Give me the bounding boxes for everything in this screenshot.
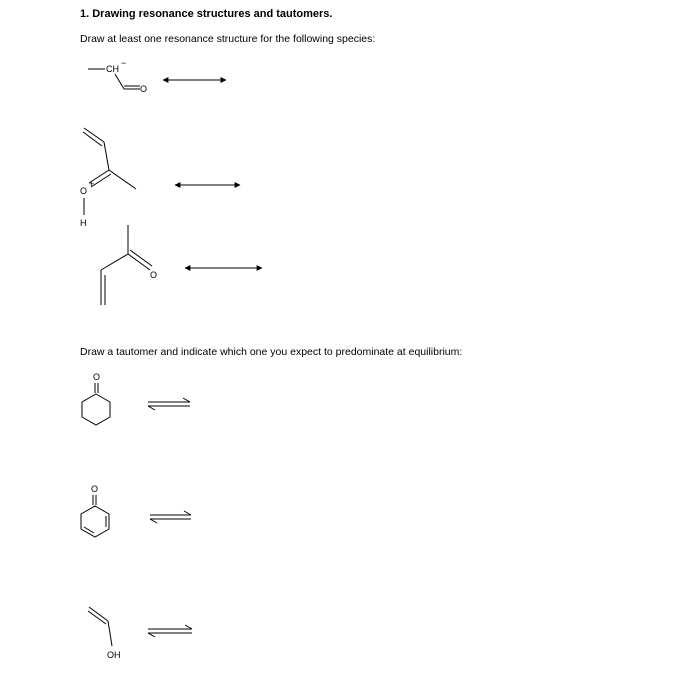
enone-oxygen-label: O bbox=[150, 270, 158, 280]
resonance-structure-1 bbox=[88, 58, 147, 94]
section-heading: 1. Drawing resonance structures and tautomers. bbox=[80, 8, 333, 20]
resonance-structure-2 bbox=[80, 128, 136, 228]
tautomer-structure-1 bbox=[82, 372, 110, 425]
resonance-instruction: Draw at least one resonance structure for the following species: bbox=[80, 33, 376, 45]
hydrogen-label: H bbox=[80, 218, 87, 228]
tautomer-instruction: Draw a tautomer and indicate which one you expect to predominate at equilibrium: bbox=[80, 346, 463, 358]
tautomer-structure-2 bbox=[81, 484, 109, 537]
equilibrium-arrow-3 bbox=[148, 625, 192, 637]
resonance-structure-3 bbox=[101, 225, 157, 305]
tautomer-structure-3 bbox=[88, 607, 121, 660]
dienone-oxygen-label: O bbox=[91, 484, 99, 494]
oxonium-oxygen-label: O bbox=[80, 186, 88, 196]
ketone-oxygen-label: O bbox=[93, 372, 101, 382]
equilibrium-arrow-2 bbox=[150, 511, 191, 523]
carbonyl-oxygen-label: O bbox=[140, 84, 148, 94]
plus-charge-label: + bbox=[89, 179, 95, 189]
equilibrium-arrow-1 bbox=[148, 398, 190, 410]
hydroxyl-label: OH bbox=[107, 650, 121, 660]
ch-anion-label: CH bbox=[106, 64, 119, 74]
anion-charge-label: − bbox=[121, 58, 127, 68]
